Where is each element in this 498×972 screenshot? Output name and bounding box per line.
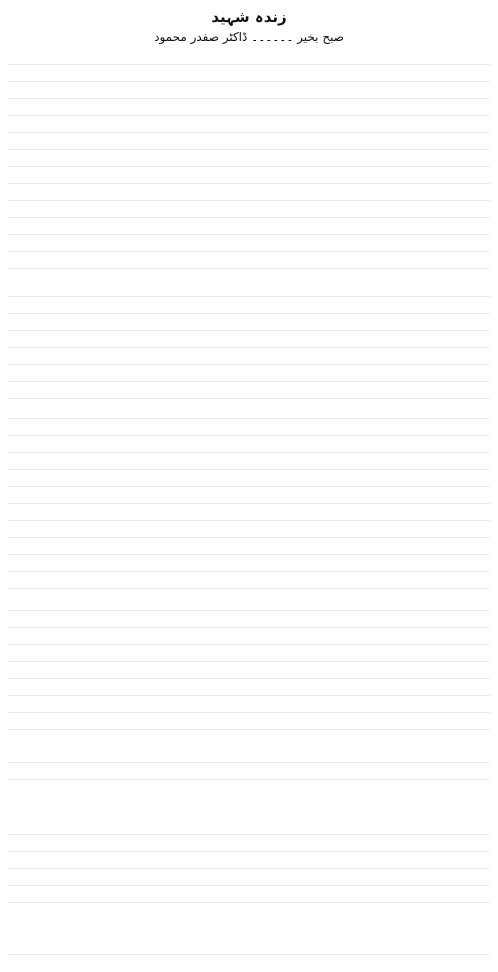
text-block-6	[8, 818, 490, 918]
article-byline: صبح بخیر ۔۔۔۔۔۔ ڈاکٹر صفدر محمود	[154, 30, 344, 44]
article-title: زندہ شہید	[211, 8, 287, 26]
text-block-5	[8, 746, 490, 796]
text-block-4	[8, 594, 490, 744]
text-block-2	[8, 280, 490, 400]
text-block-3	[8, 402, 490, 592]
reference-1	[8, 798, 490, 802]
text-block-1	[8, 48, 490, 278]
text-block-7	[8, 938, 490, 968]
reference-2	[8, 920, 490, 924]
